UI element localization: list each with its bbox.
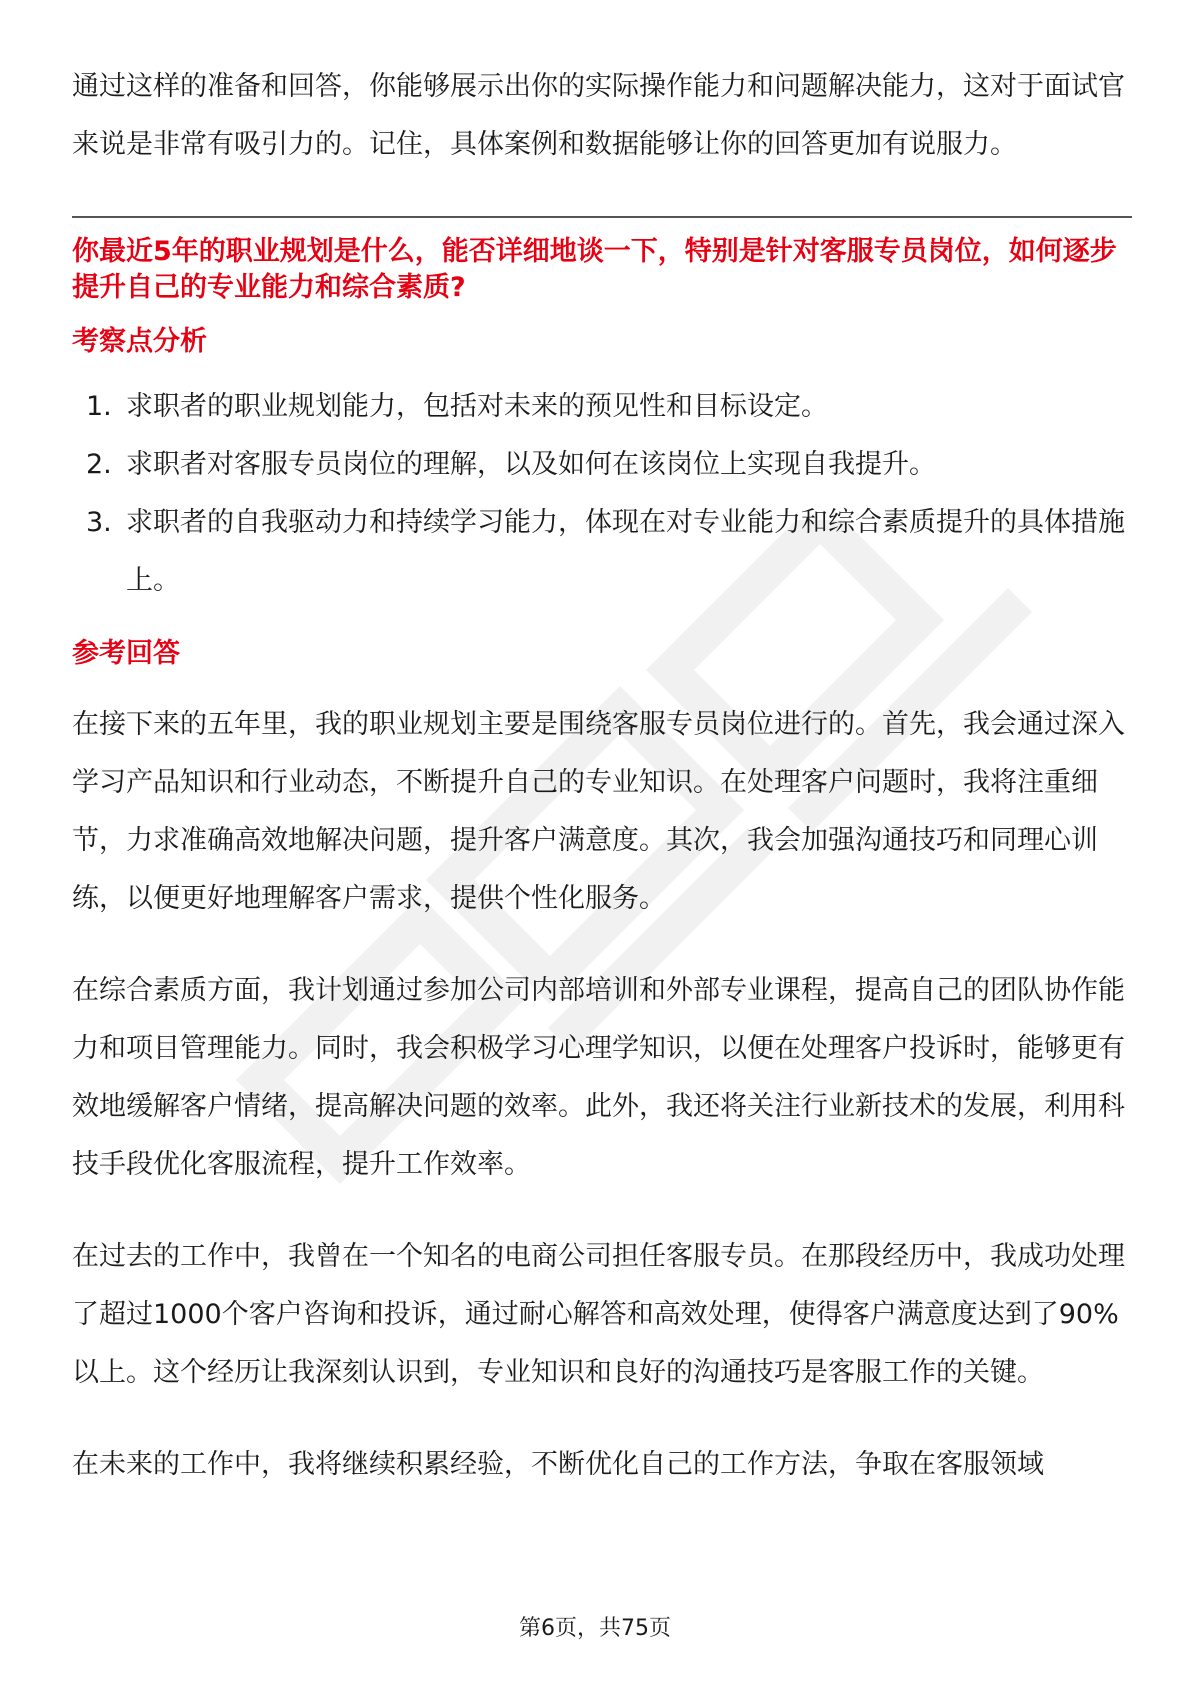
section-divider <box>72 216 1132 218</box>
answer-paragraph: 在过去的工作中，我曾在一个知名的电商公司担任客服专员。在那段经历中，我成功处理了超过1000个客户咨询和投诉，通过耐心解答和高效处理，使得客户满意度达到了90%以上。这个经历让我深刻认识到，专业知识和良好的沟通技巧是客服工作的关键。 <box>72 1241 1125 1388</box>
answer-paragraph: 在接下来的五年里，我的职业规划主要是围绕客服专员岗位进行的。首先，我会通过深入学习产品知识和行业动态，不断提升自己的专业知识。在处理客户问题时，我将注重细节，力求准确高效地解决问题，提升客户满意度。其次，我会加强沟通技巧和同理心训练，以便更好地理解客户需求，提供个性化服务。 <box>72 709 1125 914</box>
point-number: 2. <box>86 449 112 480</box>
point-number: 3. <box>86 507 112 538</box>
intro-paragraph: 通过这样的准备和回答，你能够展示出你的实际操作能力和问题解决能力，这对于面试官来说是非常有吸引力的。记住，具体案例和数据能够让你的回答更加有说服力。 <box>72 71 1125 160</box>
answer-paragraph: 在未来的工作中，我将继续积累经验，不断优化自己的工作方法，争取在客服领域 <box>72 1449 1044 1480</box>
page-content <box>72 58 1132 1528</box>
analysis-point-list <box>72 378 1132 610</box>
analysis-title: 考察点分析 <box>72 326 207 357</box>
answer-title: 参考回答 <box>72 638 180 669</box>
point-text: 求职者的职业规划能力，包括对未来的预见性和目标设定。 <box>126 391 828 422</box>
point-text: 求职者的自我驱动力和持续学习能力，体现在对专业能力和综合素质提升的具体措施上。 <box>126 507 1125 596</box>
point-number: 1. <box>86 391 112 422</box>
page-footer: 第6页，共75页 <box>519 1616 671 1641</box>
analysis-point <box>72 436 1132 494</box>
question-heading: 你最近5年的职业规划是什么，能否详细地谈一下，特别是针对客服专员岗位，如何逐步提升自己的专业能力和综合素质? <box>72 236 1117 303</box>
analysis-point <box>72 378 1132 436</box>
answer-paragraph: 在综合素质方面，我计划通过参加公司内部培训和外部专业课程，提高自己的团队协作能力和项目管理能力。同时，我会积极学习心理学知识，以便在处理客户投诉时，能够更有效地缓解客户情绪，提高解决问题的效率。此外，我还将关注行业新技术的发展，利用科技手段优化客服流程，提升工作效率。 <box>72 975 1125 1180</box>
analysis-point <box>72 494 1132 610</box>
point-text: 求职者对客服专员岗位的理解，以及如何在该岗位上实现自我提升。 <box>126 449 936 480</box>
